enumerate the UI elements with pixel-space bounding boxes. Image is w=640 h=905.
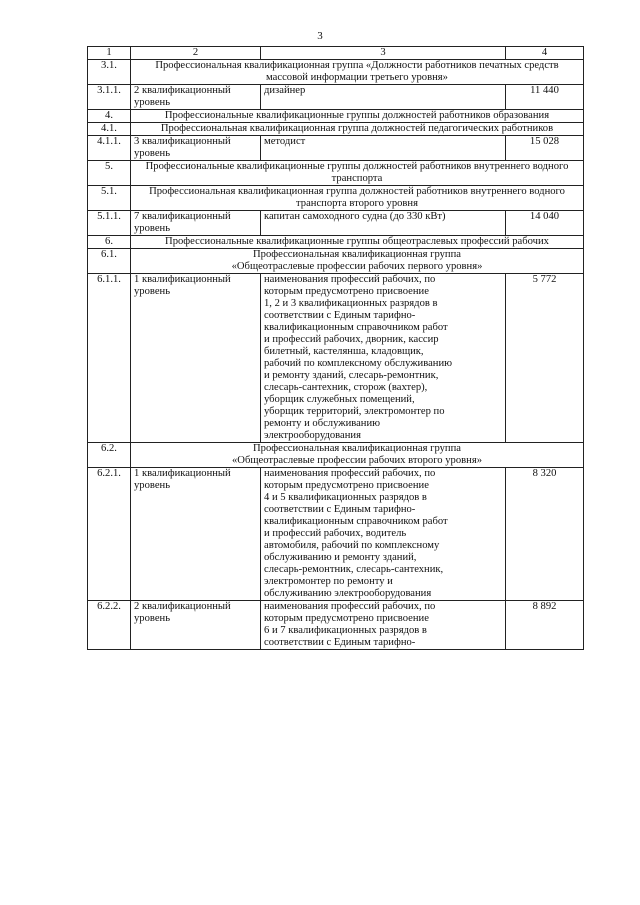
qualification-level: 1 квалификационный уровень [131, 468, 261, 601]
group-row [88, 60, 584, 85]
group-row [88, 236, 584, 249]
header-cell: 3 [261, 47, 506, 60]
header-cell: 1 [88, 47, 131, 60]
row-number: 6.2.1. [88, 468, 131, 601]
row-number: 5.1.1. [88, 211, 131, 236]
table-row [88, 468, 584, 601]
position-names: капитан самоходного судна (до 330 кВт) [261, 211, 506, 236]
group-title: Профессиональные квалификационные группы должностей работников внутреннего водного транспорта [131, 161, 584, 186]
row-number: 6.2.2. [88, 601, 131, 650]
group-title: Профессиональная квалификационная группа должностей педагогических работников [131, 123, 584, 136]
row-number: 5. [88, 161, 131, 186]
row-number: 6. [88, 236, 131, 249]
row-number: 4.1. [88, 123, 131, 136]
qualification-level: 3 квалификационный уровень [131, 136, 261, 161]
position-names: методист [261, 136, 506, 161]
qualification-level: 2 квалификационный уровень [131, 85, 261, 110]
salary-value: 15 028 [506, 136, 584, 161]
header-cell: 4 [506, 47, 584, 60]
position-names: наименования профессий рабочих, по которым предусмотрено присвоение 6 и 7 квалификационных разрядов в соответствии с Единым тарифно- [261, 601, 506, 650]
row-number: 6.1. [88, 249, 131, 274]
table-row [88, 601, 584, 650]
row-number: 4. [88, 110, 131, 123]
salary-table-body [88, 47, 584, 650]
row-number: 5.1. [88, 186, 131, 211]
group-title: Профессиональная квалификационная группа «Общеотраслевые профессии рабочих второго уровня» [131, 443, 584, 468]
row-number: 3.1.1. [88, 85, 131, 110]
row-number: 3.1. [88, 60, 131, 85]
group-row [88, 123, 584, 136]
row-number: 6.1.1. [88, 274, 131, 443]
table-row [88, 274, 584, 443]
position-names: наименования профессий рабочих, по которым предусмотрено присвоение 1, 2 и 3 квалификационных разрядов в соответствии с Единым тарифно- квалификационным справочником работ и профессий рабочих, дворник, кассир билетный, кастелянша, кладовщик, рабочий по комплексному обслуживанию и ремонту зданий, слесарь-ремонтник, слесарь-сантехник, сторож (вахтер), уборщик служебных помещений, уборщик территорий, электромонтер по ремонту и обслуживанию электрооборудования [261, 274, 506, 443]
position-names: дизайнер [261, 85, 506, 110]
table-header-row [88, 47, 584, 60]
qualification-level: 2 квалификационный уровень [131, 601, 261, 650]
salary-value: 8 892 [506, 601, 584, 650]
salary-value: 14 040 [506, 211, 584, 236]
group-row [88, 161, 584, 186]
group-row [88, 186, 584, 211]
group-title: Профессиональные квалификационные группы должностей работников образования [131, 110, 584, 123]
group-title: Профессиональная квалификационная группа «Должности работников печатных средств массовой информации третьего уровня» [131, 60, 584, 85]
salary-value: 8 320 [506, 468, 584, 601]
qualification-level: 1 квалификационный уровень [131, 274, 261, 443]
table-row [88, 211, 584, 236]
salary-value: 5 772 [506, 274, 584, 443]
group-title: Профессиональные квалификационные группы общеотраслевых профессий рабочих [131, 236, 584, 249]
salary-value: 11 440 [506, 85, 584, 110]
row-number: 6.2. [88, 443, 131, 468]
table-row [88, 136, 584, 161]
group-row [88, 110, 584, 123]
row-number: 4.1.1. [88, 136, 131, 161]
page-number: 3 [317, 30, 323, 42]
salary-table [87, 46, 584, 650]
qualification-level: 7 квалификационный уровень [131, 211, 261, 236]
group-title: Профессиональная квалификационная группа «Общеотраслевые профессии рабочих первого уровня» [131, 249, 584, 274]
group-row [88, 443, 584, 468]
header-cell: 2 [131, 47, 261, 60]
group-title: Профессиональная квалификационная группа должностей работников внутреннего водного транспорта второго уровня [131, 186, 584, 211]
table-row [88, 85, 584, 110]
position-names: наименования профессий рабочих, по которым предусмотрено присвоение 4 и 5 квалификационных разрядов в соответствии с Единым тарифно- квалификационным справочником работ и профессий рабочих, водитель автомобиля, рабочий по комплексному обслуживанию и ремонту зданий, слесарь-ремонтник, слесарь-сантехник, электромонтер по ремонту и обслуживанию электрооборудования [261, 468, 506, 601]
group-row [88, 249, 584, 274]
